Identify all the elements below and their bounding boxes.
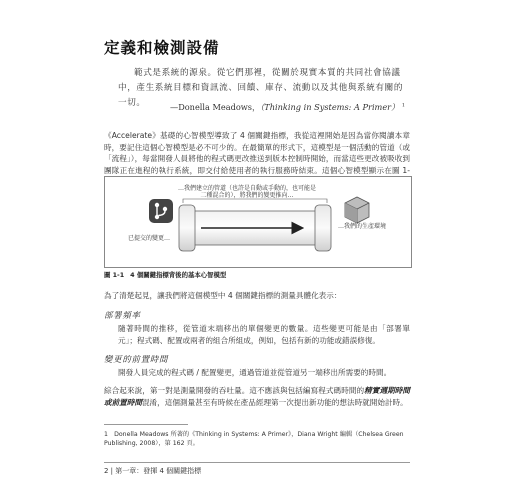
figure-caption	[104, 270, 226, 279]
epigraph-author: —Donella Meadows，	[170, 102, 261, 112]
footnote: 1 Donella Meadows 所著的《Thinking in Systems: A Primer》，Diana Wright 編輯（Chelsea Green Publishing, 2008），第 162 頁。	[104, 431, 404, 447]
metric-text-deploy-frequency: 隨著時間的推移，從管道末端移出的單個變更的數量。這些變更可能是由「部署單元」；程式碼、配置或兩者的組合所組成，例如，包括有新的功能或錯誤修復。	[118, 324, 410, 345]
pipe-right-cap	[315, 205, 331, 251]
pipe-left-cap	[179, 205, 195, 251]
metrics-intro: 為了清楚起見，讓我們將這個模型中 4 個關鍵指標的測量具體化表示：	[104, 291, 342, 300]
footnote-divider	[104, 424, 188, 425]
section-title: 定義和檢測設備	[104, 39, 220, 57]
caption-text: 4 個關鍵指標背後的基本心智模型	[130, 271, 227, 279]
figure-top-label: …我們建立的管道（也許是自動或手動的，也可能是二種混合的），將我們的變更推向…	[177, 185, 316, 200]
page-footer: 2 | 第一章：發揮 4 個關鍵指標	[104, 467, 202, 475]
caption-number: 圖 1-1	[104, 271, 125, 279]
package-icon	[345, 197, 369, 223]
summary-paragraph	[104, 385, 410, 408]
metric-heading-deploy-frequency: 部署頻率	[104, 310, 141, 320]
git-branch-icon	[149, 199, 173, 223]
footnote-mark: 1	[401, 102, 406, 109]
summary-text-before: 綜合起來說，第一對是測量開發的吞吐量。這不應該與包括編寫程式碼時間的	[104, 386, 365, 395]
figure-pipeline	[104, 176, 412, 268]
epigraph-quote: 範式是系統的源泉。從它們那裡，從關於現實本質的共同社會協議中，產生系統目標和資訊流、回饋、庫存、流動以及其他與系統有關的一切。	[118, 68, 404, 108]
metric-text-lead-time: 開發人員完成的程式碼 / 配置變更，通過管道並從管道另一端移出所需要的時間。	[118, 368, 392, 377]
figure-left-label: 已提交的變更…	[127, 235, 170, 242]
metric-heading-lead-time: 變更的前置時間	[104, 354, 169, 364]
summary-text-after: 混淆，這個測量甚至有時候在產品經理第一次提出新功能的想法時就開始計時。	[141, 397, 408, 407]
footer-divider	[104, 462, 410, 463]
epigraph-book: （Thinking in Systems: A Primer）	[260, 102, 400, 112]
summary-emphasis: 精實週期時間或前置時間	[104, 386, 411, 407]
epigraph-attribution	[170, 102, 430, 113]
intro-paragraph: 《Accelerate》基礎的心智模型導致了 4 個關鍵指標，我從這裡開始是因為當你閱讀本章時，要記住這個心智模型是必不可少的。在最簡單的形式下，這模型是一個活動的管道（或「流程」），每當開發人員將他的程式碼更改推送到版本控制時開始，而當這些更改被吸收到團隊正在進程的執行系統，即交付給使用者的執行服務時結束。這個心智模型顯示在圖 1-	[104, 131, 410, 175]
figure-right-label: …我們的生產環境	[337, 223, 386, 230]
